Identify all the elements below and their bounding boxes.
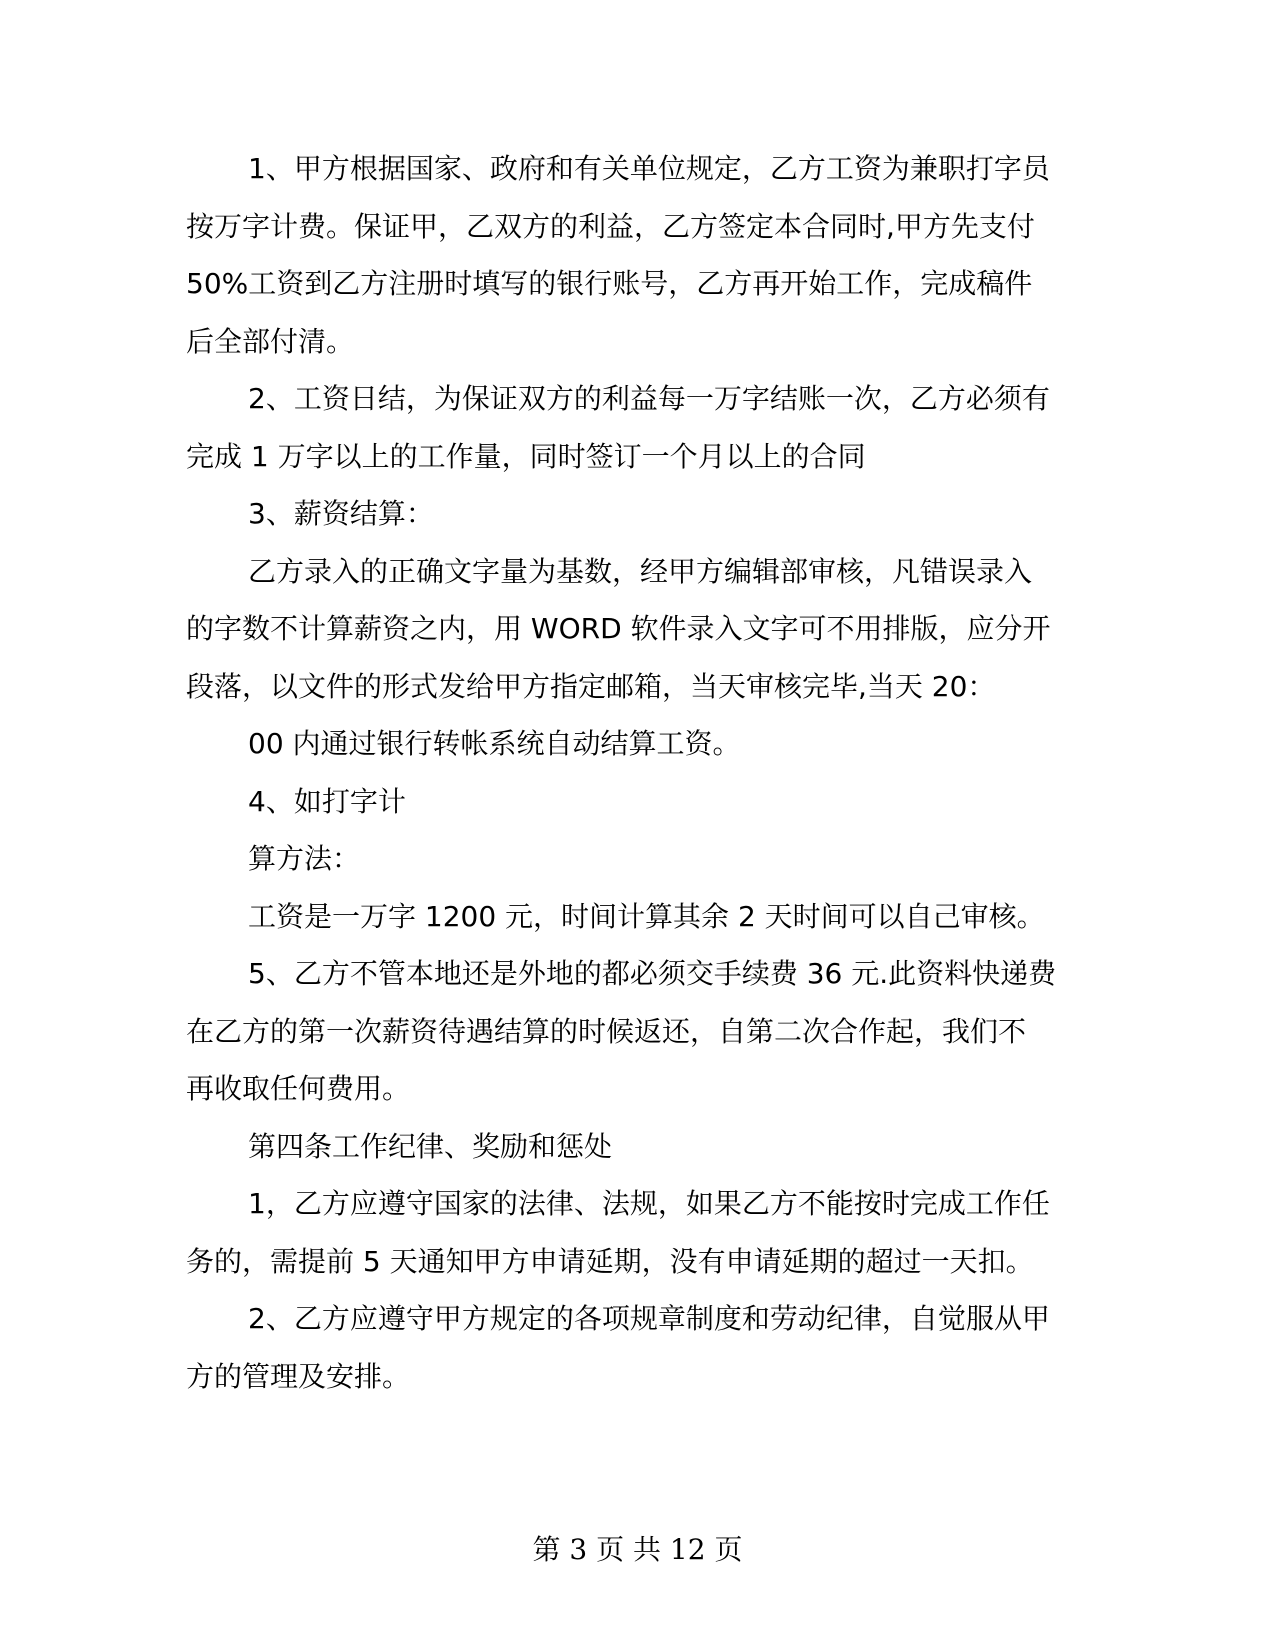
section-heading xyxy=(186,1118,1086,1176)
paragraph-7 xyxy=(186,830,1086,888)
text-line: 乙方录入的正确文字量为基数，经甲方编辑部审核，凡错误录入 xyxy=(248,554,1033,588)
text-line: 后全部付清。 xyxy=(186,324,355,358)
paragraph-1 xyxy=(186,140,1086,370)
text-line: 第四条工作纪律、奖励和惩处 xyxy=(248,1129,613,1163)
paragraph-5 xyxy=(186,715,1086,773)
text-line: 4、如打字计 xyxy=(248,784,406,818)
text-line: 工资是一万字 1200 元，时间计算其余 2 天时间可以自己审核。 xyxy=(248,899,1045,933)
text-line: 3、薪资结算： xyxy=(248,497,434,530)
text-line: 再收取任何费用。 xyxy=(186,1072,411,1105)
paragraph-3 xyxy=(186,485,1086,543)
text-line: 2、工资日结，为保证双方的利益每一万字结账一次，乙方必须有 xyxy=(248,382,1050,415)
paragraph-6 xyxy=(186,773,1086,831)
text-line: 1、甲方根据国家、政府和有关单位规定，乙方工资为兼职打字员 xyxy=(248,152,1050,185)
text-line: 务的，需提前 5 天通知甲方申请延期，没有申请延期的超过一天扣。 xyxy=(186,1244,1034,1278)
text-line: 按万字计费。保证甲，乙双方的利益，乙方签定本合同时,甲方先支付 xyxy=(186,209,1035,243)
paragraph-2 xyxy=(186,370,1086,485)
text-line: 1，乙方应遵守国家的法律、法规，如果乙方不能按时完成工作任 xyxy=(248,1187,1050,1220)
paragraph-8 xyxy=(186,888,1086,946)
text-line: 完成 1 万字以上的工作量，同时签订一个月以上的合同 xyxy=(186,439,866,473)
page-number-footer: 第 3 页 共 12 页 xyxy=(532,1533,743,1566)
text-line: 算方法： xyxy=(248,842,361,875)
text-line: 2、乙方应遵守甲方规定的各项规章制度和劳动纪律，自觉服从甲 xyxy=(248,1302,1050,1335)
text-line: 的字数不计算薪资之内，用 WORD 软件录入文字可不用排版，应分开 xyxy=(186,612,1051,645)
paragraph-4 xyxy=(186,543,1086,716)
text-line: 在乙方的第一次薪资待遇结算的时候返还，自第二次合作起，我们不 xyxy=(186,1014,1027,1048)
paragraph-9 xyxy=(186,945,1086,1118)
text-line: 00 内通过银行转帐系统自动结算工资。 xyxy=(248,727,741,760)
text-line: 段落，以文件的形式发给甲方指定邮箱，当天审核完毕,当天 20： xyxy=(186,669,996,703)
text-line: 5、乙方不管本地还是外地的都必须交手续费 36 元.此资料快递费 xyxy=(248,957,1057,990)
paragraph-12 xyxy=(186,1290,1086,1405)
paragraph-11 xyxy=(186,1175,1086,1290)
text-line: 方的管理及安排。 xyxy=(186,1359,411,1393)
document-body xyxy=(186,140,1086,1405)
text-line: 50%工资到乙方注册时填写的银行账号，乙方再开始工作，完成稿件 xyxy=(186,267,1033,300)
